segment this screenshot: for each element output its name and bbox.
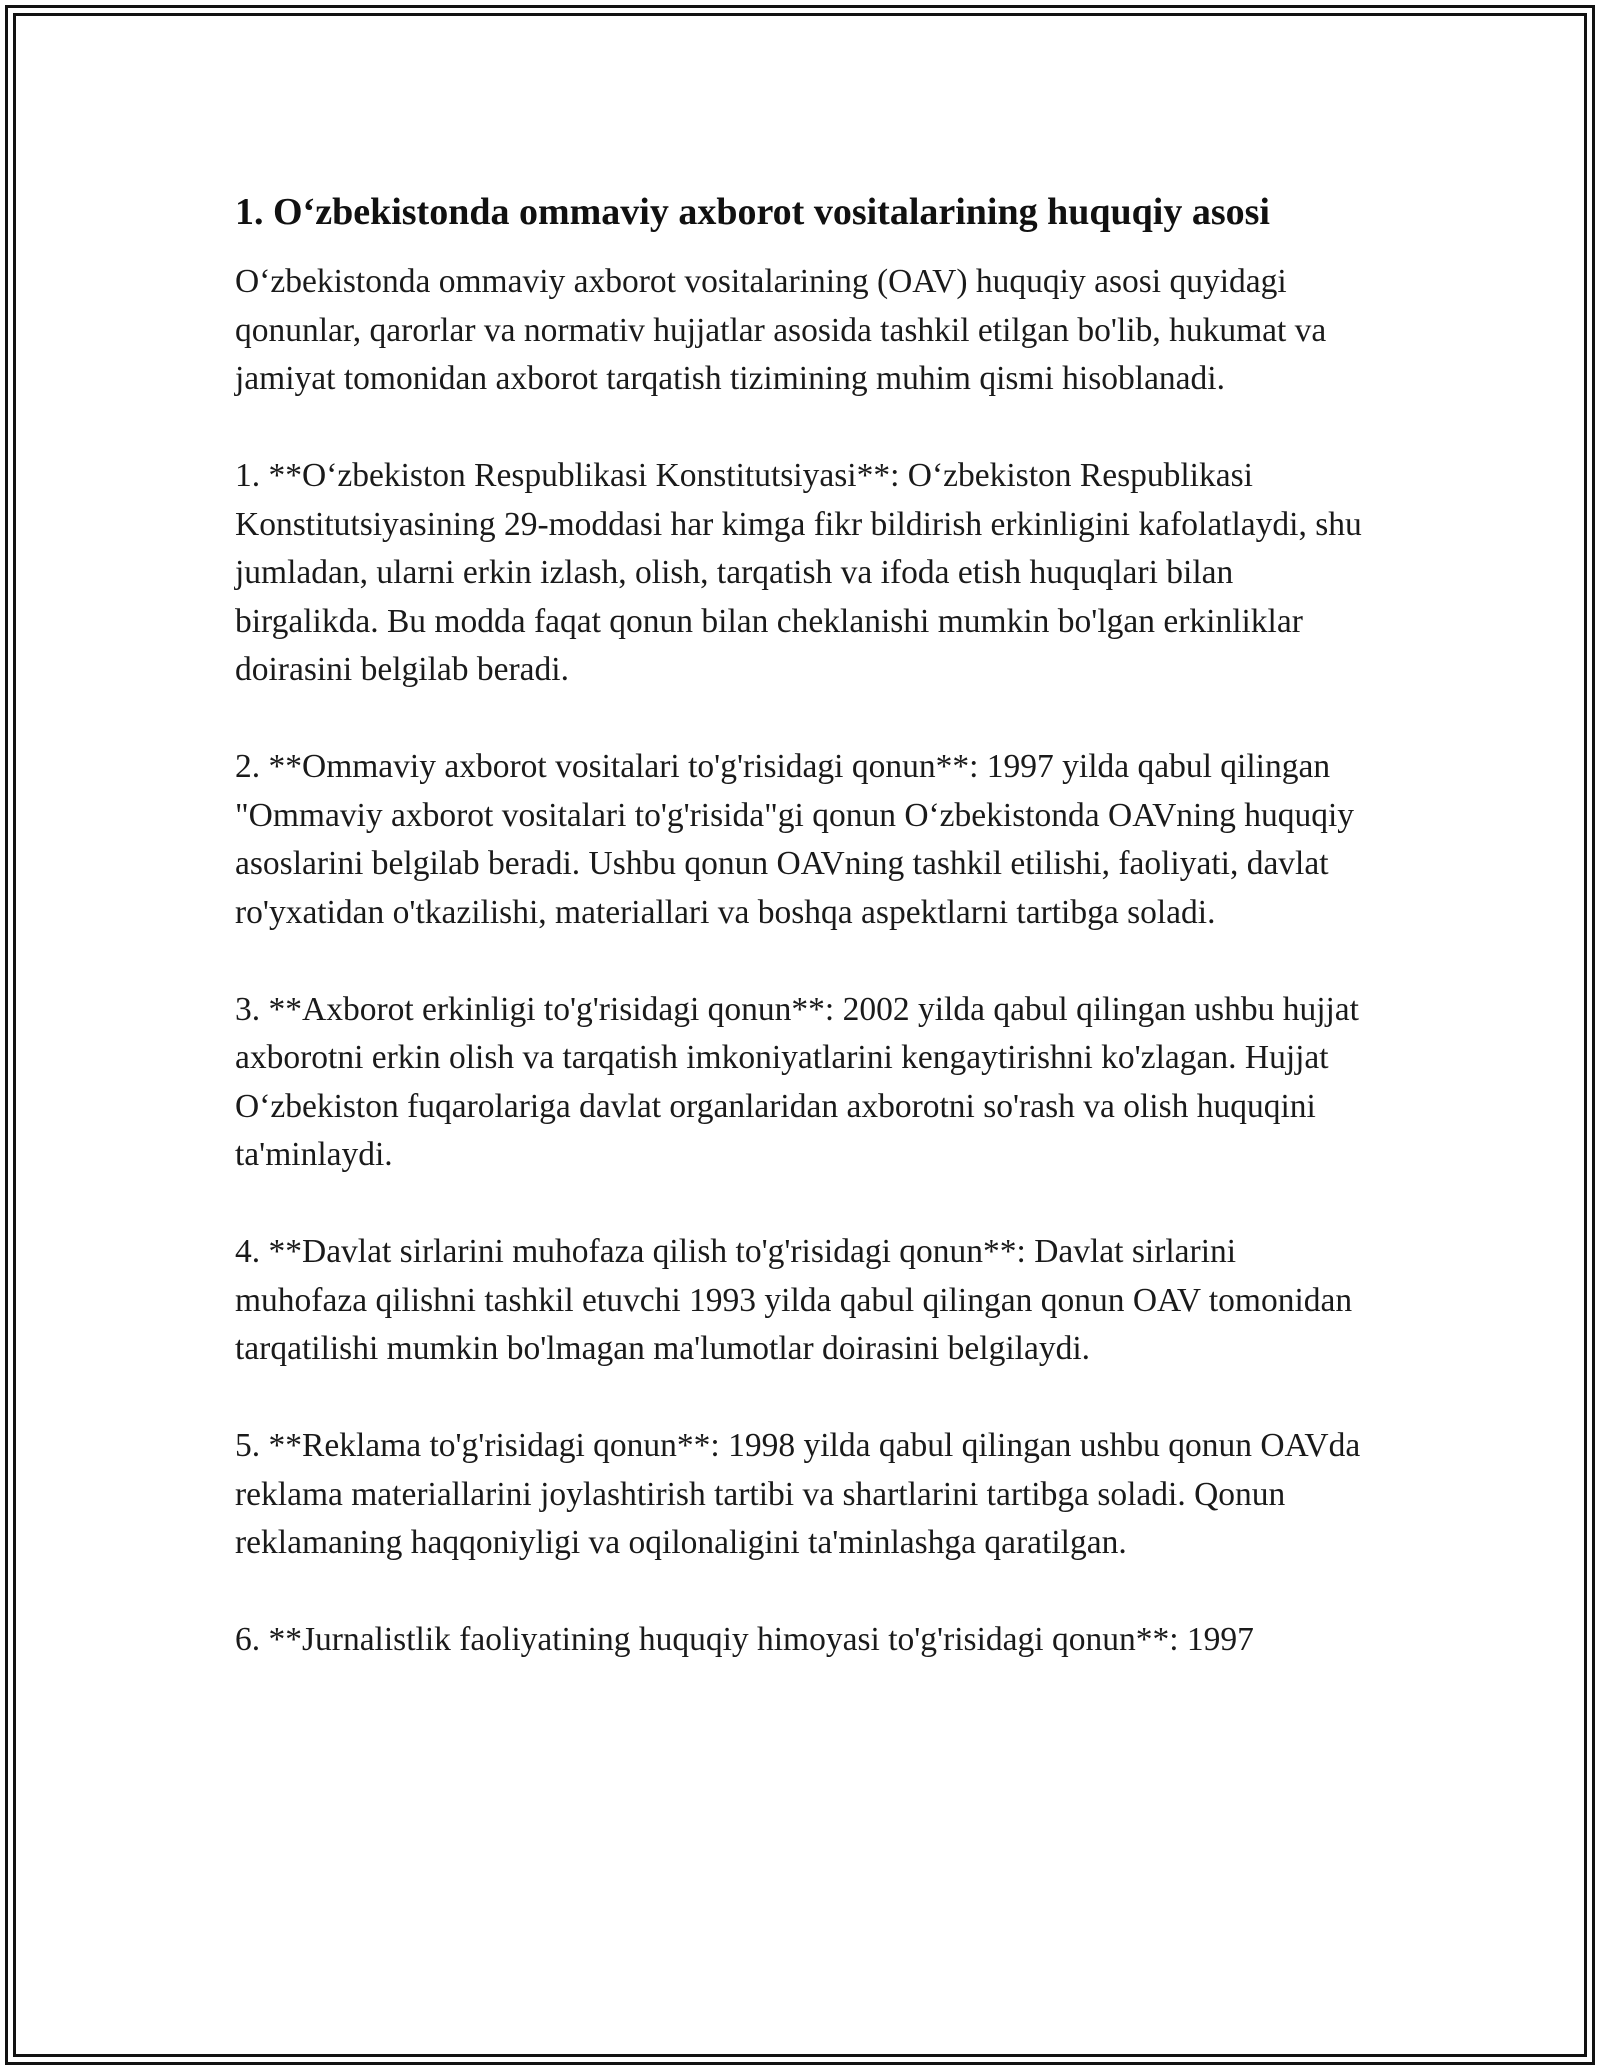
list-item-state-secrets-law: 4. **Davlat sirlarini muhofaza qilish to'g'risidagi qonun**: Davlat sirlarini muhofaza qilishni tashkil etuvchi 1993 yilda qabul qilingan qonun OAV tomonidan tarqatilishi mumkin bo'lmagan ma'lumotlar doirasini belgilaydi. — [235, 1233, 1353, 1367]
list-item-constitution: 1. **O‘zbekiston Respublikasi Konstitutsiyasi**: O‘zbekiston Respublikasi Konstitutsiyasining 29-moddasi har kimga fikr bildirish erkinligini kafolatlaydi, shu jumladan, ularni erkin izlash, olish, tarqatish va ifoda etish huquqlari bilan birgalikda. Bu modda faqat qonun bilan cheklanishi mumkin bo'lgan erkinliklar doirasini belgilab beradi. — [235, 457, 1362, 688]
list-item-mass-media-law: 2. **Ommaviy axborot vositalari to'g'risidagi qonun**: 1997 yilda qabul qilingan "Ommaviy axborot vositalari to'g'risida"gi qonun O‘zbekistonda OAVning huquqiy asoslarini belgilab beradi. Ushbu qonun OAVning tashkil etilishi, faoliyati, davlat ro'yxatidan o'tkazilishi, materiallari va boshqa aspektlarni tartibga soladi. — [235, 748, 1355, 931]
list-item-freedom-of-information-law: 3. **Axborot erkinligi to'g'risidagi qonun**: 2002 yilda qabul qilingan ushbu hujjat axborotni erkin olish va tarqatish imkoniyatlarini kengaytirishni ko'zlagan. Hujjat O‘zbekiston fuqarolariga davlat organlaridan axborotni so'rash va olish huquqini ta'minlaydi. — [235, 990, 1359, 1173]
section-heading: 1. O‘zbekistonda ommaviy axborot vositalarining huquqiy asosi — [235, 191, 1270, 233]
intro-paragraph: O‘zbekistonda ommaviy axborot vositalarining (OAV) huquqiy asosi quyidagi qonunlar, qarorlar va normativ hujjatlar asosida tashkil etilgan bo'lib, hukumat va jamiyat tomonidan axborot tarqatish tizimining muhim qismi hisoblanadi. — [235, 263, 1327, 397]
document-body — [235, 186, 1375, 1713]
list-item-journalist-protection-law: 6. **Jurnalistlik faoliyatining huquqiy himoyasi to'g'risidagi qonun**: 1997 — [235, 1621, 1254, 1658]
list-item-advertising-law: 5. **Reklama to'g'risidagi qonun**: 1998 yilda qabul qilingan ushbu qonun OAVda reklama materiallarini joylashtirish tartibi va shartlarini tartibga soladi. Qonun reklamaning haqqoniyligi va oqilonaligini ta'minlashga qaratilgan. — [235, 1427, 1361, 1561]
